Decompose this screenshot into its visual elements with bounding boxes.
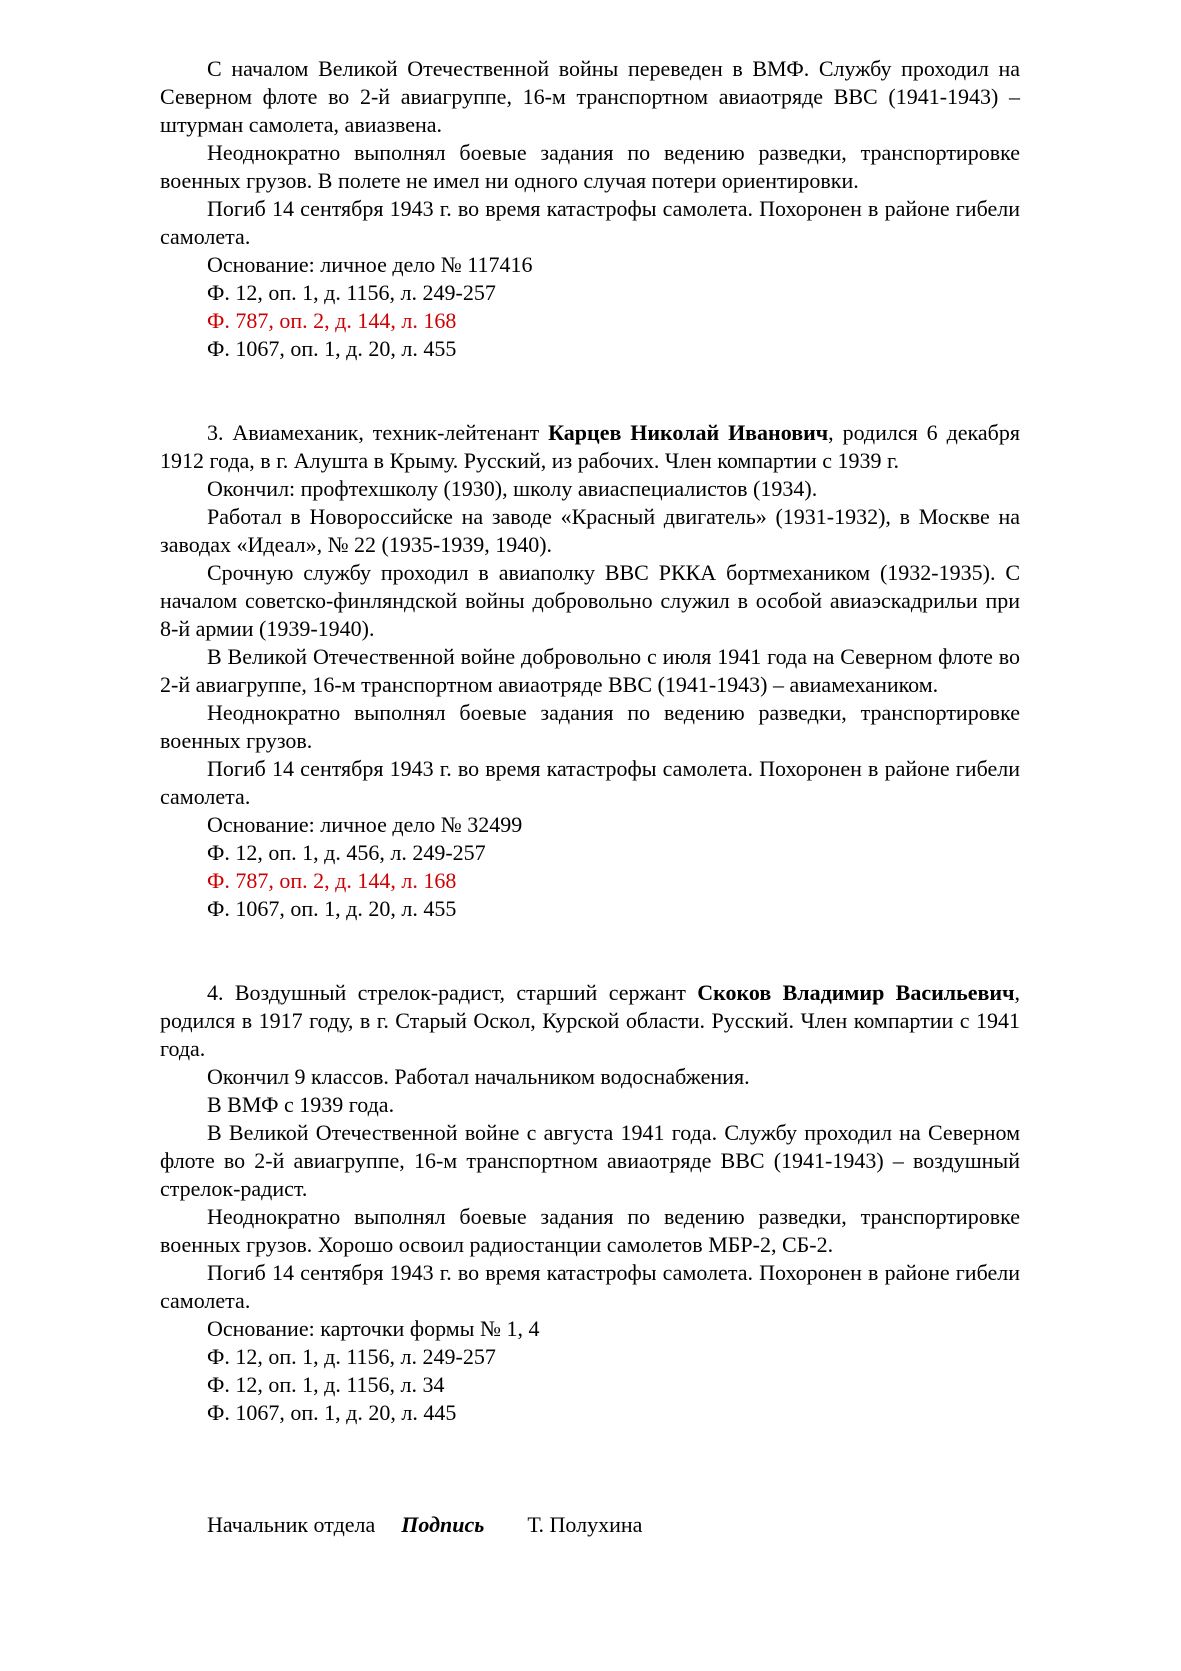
paragraph <box>160 1315 1020 1343</box>
paragraph <box>160 1399 1020 1427</box>
paragraph <box>160 1203 1020 1259</box>
signature-name: Т. Полухина <box>527 1512 643 1537</box>
paragraph <box>160 1091 1020 1119</box>
text-run: Ф. 12, оп. 1, д. 1156, л. 34 <box>207 1372 445 1397</box>
text-run: Ф. 12, оп. 1, д. 456, л. 249-257 <box>207 840 486 865</box>
text-run: Срочную службу проходил в авиаполку ВВС РККА бортмехаником (1932-1935). С началом советско-финляндской войны добровольно служил в особой авиаэскадрильи при 8-й армии (1939-1940). <box>160 560 1020 641</box>
paragraph <box>160 55 1020 139</box>
paragraph <box>160 335 1020 363</box>
text-run: , родился в 1917 году, в г. Старый Оскол, Курской области. Русский. Член компартии с 1941 года. <box>160 980 1020 1061</box>
text-run: В Великой Отечественной войне добровольно с июля 1941 года на Северном флоте во 2-й авиагруппе, 16-м транспортном авиаотряде ВВС (1941-1943) – авиамехаником. <box>160 644 1020 697</box>
text-run: Окончил 9 классов. Работал начальником водоснабжения. <box>207 1064 750 1089</box>
paragraph <box>160 811 1020 839</box>
paragraph <box>160 895 1020 923</box>
signature-role-label: Начальник отдела <box>207 1512 376 1537</box>
text-run: Окончил: профтехшколу (1930), школу авиаспециалистов (1934). <box>207 476 818 501</box>
paragraph <box>160 139 1020 195</box>
paragraph <box>160 251 1020 279</box>
text-run: Основание: личное дело № 117416 <box>207 252 533 277</box>
text-run: Ф. 787, оп. 2, д. 144, л. 168 <box>207 868 457 893</box>
text-run: Погиб 14 сентября 1943 г. во время катастрофы самолета. Похоронен в районе гибели самолета. <box>160 756 1020 809</box>
text-run: Ф. 1067, оп. 1, д. 20, л. 445 <box>207 1400 457 1425</box>
paragraph <box>160 279 1020 307</box>
paragraph <box>160 1259 1020 1315</box>
text-run: Ф. 1067, оп. 1, д. 20, л. 455 <box>207 896 457 921</box>
paragraph <box>160 643 1020 699</box>
paragraph <box>160 839 1020 867</box>
text-run: Ф. 1067, оп. 1, д. 20, л. 455 <box>207 336 457 361</box>
text-run: Ф. 12, оп. 1, д. 1156, л. 249-257 <box>207 280 496 305</box>
text-run: Основание: карточки формы № 1, 4 <box>207 1316 540 1341</box>
signature-line <box>160 1511 1020 1539</box>
text-run: 4. Воздушный стрелок-радист, старший сержант <box>207 980 698 1005</box>
text-run: , родился 6 декабря 1912 года, в г. Алушта в Крыму. Русский, из рабочих. Член компартии с 1939 г. <box>160 420 1020 473</box>
document-content <box>160 55 1020 1539</box>
paragraph <box>160 979 1020 1063</box>
paragraph <box>160 867 1020 895</box>
text-run: В Великой Отечественной войне с августа 1941 года. Службу проходил на Северном флоте во 2-й авиагруппе, 16-м транспортном авиаотряде ВВС (1941-1943) – воздушный стрелок-радист. <box>160 1120 1020 1201</box>
paragraph <box>160 419 1020 475</box>
paragraph <box>160 699 1020 755</box>
paragraph <box>160 755 1020 811</box>
text-run: Погиб 14 сентября 1943 г. во время катастрофы самолета. Похоронен в районе гибели самолета. <box>160 196 1020 249</box>
text-run: Работал в Новороссийске на заводе «Красный двигатель» (1931-1932), в Москве на заводах «Идеал», № 22 (1935-1939, 1940). <box>160 504 1020 557</box>
paragraph <box>160 1343 1020 1371</box>
paragraph <box>160 195 1020 251</box>
paragraph <box>160 1119 1020 1203</box>
document-body <box>160 55 1020 1427</box>
text-run: Скоков Владимир Васильевич <box>697 980 1015 1005</box>
text-run: Ф. 787, оп. 2, д. 144, л. 168 <box>207 308 457 333</box>
text-run: Основание: личное дело № 32499 <box>207 812 523 837</box>
text-run: С началом Великой Отечественной войны переведен в ВМФ. Службу проходил на Северном флоте во 2-й авиагруппе, 16-м транспортном авиаотряде ВВС (1941-1943) – штурман самолета, авиазвена. <box>160 56 1020 137</box>
paragraph <box>160 475 1020 503</box>
paragraph <box>160 1371 1020 1399</box>
text-run: Неоднократно выполнял боевые задания по ведению разведки, транспортировке военных грузов. В полете не имел ни одного случая потери ориентировки. <box>160 140 1020 193</box>
paragraph <box>160 559 1020 643</box>
text-run: В ВМФ с 1939 года. <box>207 1092 395 1117</box>
text-run: Погиб 14 сентября 1943 г. во время катастрофы самолета. Похоронен в районе гибели самолета. <box>160 1260 1020 1313</box>
paragraph <box>160 503 1020 559</box>
text-run: Неоднократно выполнял боевые задания по ведению разведки, транспортировке военных грузов. Хорошо освоил радиостанции самолетов МБР-2, СБ-2. <box>160 1204 1020 1257</box>
paragraph <box>160 307 1020 335</box>
text-run: Ф. 12, оп. 1, д. 1156, л. 249-257 <box>207 1344 496 1369</box>
text-run: 3. Авиамеханик, техник-лейтенант <box>207 420 549 445</box>
text-run: Карцев Николай Иванович <box>548 420 829 445</box>
signature-placeholder: Подпись <box>401 1512 485 1537</box>
paragraph <box>160 1063 1020 1091</box>
text-run: Неоднократно выполнял боевые задания по ведению разведки, транспортировке военных грузов. <box>160 700 1020 753</box>
